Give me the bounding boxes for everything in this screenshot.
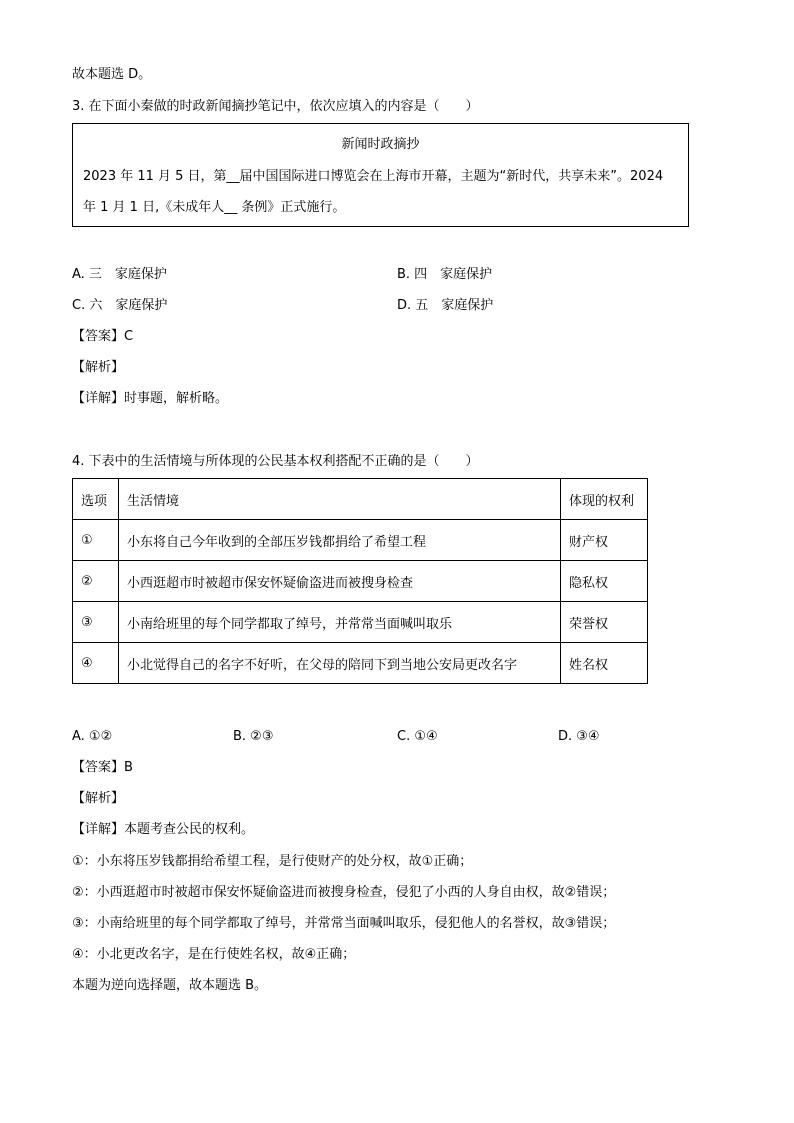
q4-option-c: C. ①④	[397, 729, 438, 744]
q3-stem: 3. 在下面小秦做的时政新闻摘抄笔记中，依次应填入的内容是（ ）	[72, 99, 479, 114]
table-header-cell: 生活情境	[119, 479, 561, 520]
q4-option-b: B. ②③	[233, 729, 274, 744]
table-row	[73, 561, 648, 602]
table-cell: 小北觉得自己的名字不好听，在父母的陪同下到当地公安局更改名字	[119, 643, 561, 684]
table-cell: 财产权	[561, 520, 648, 561]
previous-conclusion: 故本题选 D。	[72, 67, 152, 82]
table-header-row	[73, 479, 648, 520]
q4-option-d: D. ③④	[558, 729, 600, 744]
table-row	[73, 602, 648, 643]
q4-option-a: A. ①②	[72, 729, 113, 744]
table-cell: 小东将自己今年收到的全部压岁钱都捐给了希望工程	[119, 520, 561, 561]
q4-conclusion: 本题为逆向选择题，故本题选 B。	[72, 978, 268, 993]
q3-detail: 【详解】时事题，解析略。	[72, 391, 229, 406]
table-cell: ④	[73, 643, 119, 684]
table-cell: ③	[73, 602, 119, 643]
news-box-title: 新闻时政摘抄	[341, 137, 420, 152]
q3-answer: 【答案】C	[72, 329, 134, 344]
table-header-cell: 选项	[73, 479, 119, 520]
news-box-line-2: 年 1 月 1 日,《未成年人__ 条例》正式施行。	[83, 200, 346, 215]
q4-explain-4: ④：小北更改名字，是在行使姓名权，故④正确；	[72, 947, 356, 962]
table-cell: 荣誉权	[561, 602, 648, 643]
table-header-cell: 体现的权利	[561, 479, 648, 520]
table-cell: ②	[73, 561, 119, 602]
q3-analysis-label: 【解析】	[72, 360, 125, 375]
q4-explain-3: ③：小南给班里的每个同学都取了绰号，并常常当面喊叫取乐，侵犯他人的名誉权，故③错误；	[72, 916, 616, 931]
q4-explain-1: ①：小东将压岁钱都捐给希望工程，是行使财产的处分权，故①正确；	[72, 854, 473, 869]
table-cell: 姓名权	[561, 643, 648, 684]
table-row	[73, 643, 648, 684]
q3-option-d: D. 五 家庭保护	[397, 298, 494, 313]
q4-answer: 【答案】B	[72, 760, 133, 775]
q4-detail: 【详解】本题考查公民的权利。	[72, 822, 255, 837]
news-box-line-1: 2023 年 11 月 5 日，第__届中国国际进口博览会在上海市开幕，主题为“新时代，共享未来”。2024	[83, 169, 664, 184]
q3-option-b: B. 四 家庭保护	[397, 267, 493, 282]
table-cell: 小西逛超市时被超市保安怀疑偷盗进而被搜身检查	[119, 561, 561, 602]
table-cell: 隐私权	[561, 561, 648, 602]
table-cell: 小南给班里的每个同学都取了绰号，并常常当面喊叫取乐	[119, 602, 561, 643]
q4-explain-2: ②：小西逛超市时被超市保安怀疑偷盗进而被搜身检查，侵犯了小西的人身自由权，故②错误；	[72, 885, 616, 900]
q3-option-a: A. 三 家庭保护	[72, 267, 167, 282]
news-excerpt-box	[72, 123, 689, 227]
q3-option-c: C. 六 家庭保护	[72, 298, 168, 313]
rights-table	[72, 478, 648, 684]
q4-stem: 4. 下表中的生活情境与所体现的公民基本权利搭配不正确的是（ ）	[72, 454, 479, 469]
table-cell: ①	[73, 520, 119, 561]
q4-analysis-label: 【解析】	[72, 791, 125, 806]
table-row	[73, 520, 648, 561]
